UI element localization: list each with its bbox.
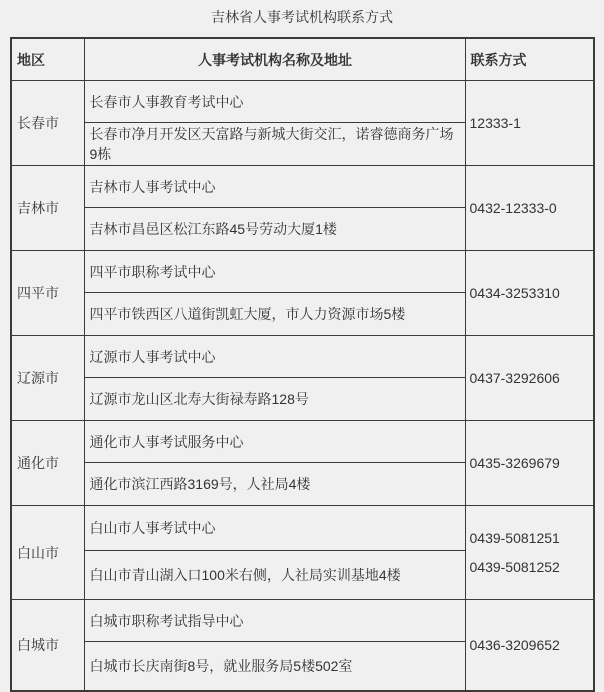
phone-number: 0432-12333-0 <box>469 199 557 216</box>
table-row <box>11 336 594 378</box>
contact-cell <box>465 421 594 506</box>
table-row <box>11 421 594 463</box>
page-title: 吉林省人事考试机构联系方式 <box>211 9 393 25</box>
org-name-cell: 白城市职称考试指导中心 <box>84 600 465 642</box>
column-header-org: 人事考试机构名称及地址 <box>84 38 465 81</box>
org-address-cell: 通化市滨江西路3169号，人社局4楼 <box>84 463 465 506</box>
table-header-row <box>11 38 594 81</box>
table-row <box>11 166 594 208</box>
phone-number: 0437-3292606 <box>469 369 560 386</box>
contact-cell <box>465 336 594 421</box>
table-row <box>11 600 594 642</box>
org-name-cell: 四平市职称考试中心 <box>84 251 465 293</box>
org-name-cell: 吉林市人事考试中心 <box>84 166 465 208</box>
contact-cell <box>465 506 594 600</box>
column-header-region: 地区 <box>11 38 84 81</box>
org-address-cell: 白山市青山湖入口100米右侧，人社局实训基地4楼 <box>84 551 465 600</box>
org-address-cell: 白城市长庆南街8号，就业服务局5楼502室 <box>84 642 465 692</box>
table-row <box>11 251 594 293</box>
org-address-cell: 长春市净月开发区天富路与新城大街交汇，诺睿德商务广场9栋 <box>84 123 465 166</box>
table-row <box>11 81 594 123</box>
phone-number: 0439-5081252 <box>469 558 560 575</box>
contact-cell <box>465 600 594 692</box>
column-header-contact: 联系方式 <box>465 38 594 81</box>
region-cell: 白山市 <box>11 506 84 600</box>
region-cell: 通化市 <box>11 421 84 506</box>
region-cell: 长春市 <box>11 81 84 166</box>
org-address-cell: 辽源市龙山区北寿大街禄寿路128号 <box>84 378 465 421</box>
region-cell: 四平市 <box>11 251 84 336</box>
region-cell: 辽源市 <box>11 336 84 421</box>
contact-table <box>10 37 595 692</box>
table-row <box>11 506 594 551</box>
contact-cell <box>465 251 594 336</box>
region-cell: 白城市 <box>11 600 84 692</box>
org-address-cell: 四平市铁西区八道街凯虹大厦，市人力资源市场5楼 <box>84 293 465 336</box>
region-cell: 吉林市 <box>11 166 84 251</box>
phone-number: 0434-3253310 <box>469 284 560 301</box>
org-name-cell: 长春市人事教育考试中心 <box>84 81 465 123</box>
phone-number: 0436-3209652 <box>469 636 560 653</box>
org-name-cell: 白山市人事考试中心 <box>84 506 465 551</box>
org-name-cell: 通化市人事考试服务中心 <box>84 421 465 463</box>
contact-cell <box>465 81 594 166</box>
phone-number: 0435-3269679 <box>469 454 560 471</box>
contact-cell <box>465 166 594 251</box>
phone-number: 0439-5081251 <box>469 529 560 546</box>
org-address-cell: 吉林市昌邑区松江东路45号劳动大厦1楼 <box>84 208 465 251</box>
org-name-cell: 辽源市人事考试中心 <box>84 336 465 378</box>
phone-number: 12333-1 <box>469 114 521 131</box>
